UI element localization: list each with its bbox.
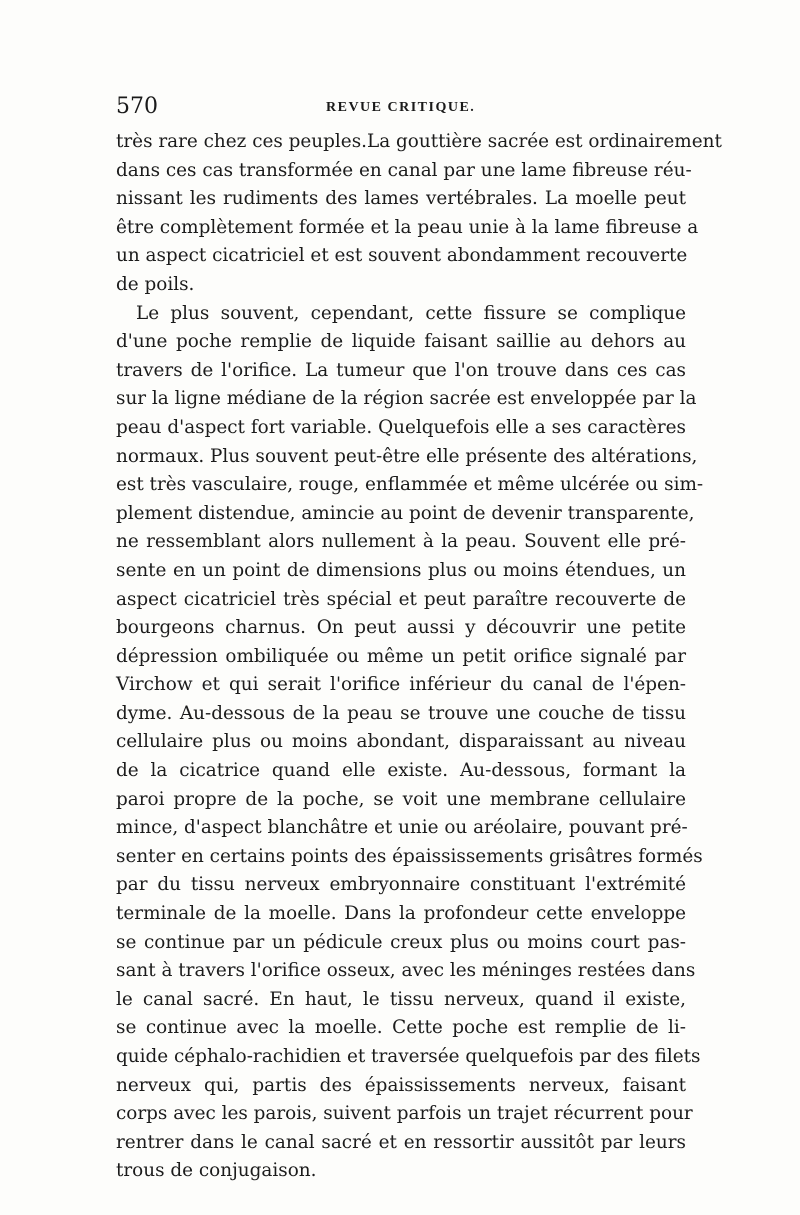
text-line: peau d'aspect fort variable. Quelquefois elle a ses caractères	[116, 416, 686, 438]
text-line: d'une poche remplie de liquide faisant saillie au dehors au	[116, 331, 686, 353]
page-header	[116, 94, 686, 124]
text-line: dans ces cas transformée en canal par une lame fibreuse réu-	[116, 159, 692, 181]
text-line: dépression ombiliquée ou même un petit orifice signalé par	[116, 645, 686, 667]
text-line: nissant les rudiments des lames vertébrales. La moelle peut	[116, 188, 686, 210]
text-line: dyme. Au-dessous de la peau se trouve une couche de tissu	[116, 702, 686, 724]
text-line: le canal sacré. En haut, le tissu nerveux, quand il existe,	[116, 988, 686, 1010]
text-line: Virchow et qui serait l'orifice inférieur du canal de l'épen-	[116, 674, 686, 696]
text-line: un aspect cicatriciel et est souvent abondamment recouverte	[116, 245, 688, 267]
text-line: aspect cicatriciel très spécial et peut paraître recouverte de	[116, 588, 686, 610]
text-line: se continue avec la moelle. Cette poche est remplie de li-	[116, 1017, 686, 1039]
text-line: quide céphalo-rachidien et traversée quelquefois par des filets	[116, 1046, 701, 1067]
text-line: sente en un point de dimensions plus ou moins étendues, un	[116, 559, 686, 581]
body-text	[116, 128, 722, 1186]
page-number: 570	[116, 94, 158, 119]
text-line: très rare chez ces peuples.La gouttière sacrée est ordinairement	[116, 131, 722, 152]
text-line: par du tissu nerveux embryonnaire constituant l'extrémité	[116, 874, 686, 896]
text-line: ne ressemblant alors nullement à la peau. Souvent elle pré-	[116, 531, 686, 553]
text-line: de la cicatrice quand elle existe. Au-dessous, formant la	[116, 760, 686, 782]
text-line: travers de l'orifice. La tumeur que l'on trouve dans ces cas	[116, 359, 686, 381]
text-line: est très vasculaire, rouge, enflammée et même ulcérée ou sim-	[116, 474, 704, 496]
text-line: senter en certains points des épaississements grisâtres formés	[116, 845, 703, 867]
text-line: de poils.	[116, 273, 195, 295]
text-line: corps avec les parois, suivent parfois un trajet récurrent pour	[116, 1103, 693, 1125]
text-line: être complètement formée et la peau unie à la lame fibreuse a	[116, 216, 699, 238]
text-line: terminale de la moelle. Dans la profondeur cette enveloppe	[116, 903, 686, 925]
text-line: plement distendue, amincie au point de devenir transparente,	[116, 502, 695, 524]
text-line: se continue par un pédicule creux plus ou moins court pas-	[116, 931, 686, 953]
text-line: sur la ligne médiane de la région sacrée est enveloppée par la	[116, 388, 697, 410]
text-line: rentrer dans le canal sacré et en ressortir aussitôt par leurs	[116, 1131, 686, 1153]
text-line: paroi propre de la poche, se voit une membrane cellulaire	[116, 788, 686, 810]
text-line: bourgeons charnus. On peut aussi y découvrir une petite	[116, 617, 686, 639]
text-line: Le plus souvent, cependant, cette fissure se complique	[136, 302, 686, 324]
running-title: REVUE CRITIQUE.	[326, 100, 476, 115]
text-line: cellulaire plus ou moins abondant, disparaissant au niveau	[116, 731, 686, 753]
text-line: normaux. Plus souvent peut-être elle présente des altérations,	[116, 445, 698, 467]
text-line: sant à travers l'orifice osseux, avec les méninges restées dans	[116, 960, 696, 982]
text-line: nerveux qui, partis des épaississements nerveux, faisant	[116, 1074, 686, 1096]
text-line: mince, d'aspect blanchâtre et unie ou aréolaire, pouvant pré-	[116, 817, 688, 839]
text-line: trous de conjugaison.	[116, 1160, 317, 1182]
